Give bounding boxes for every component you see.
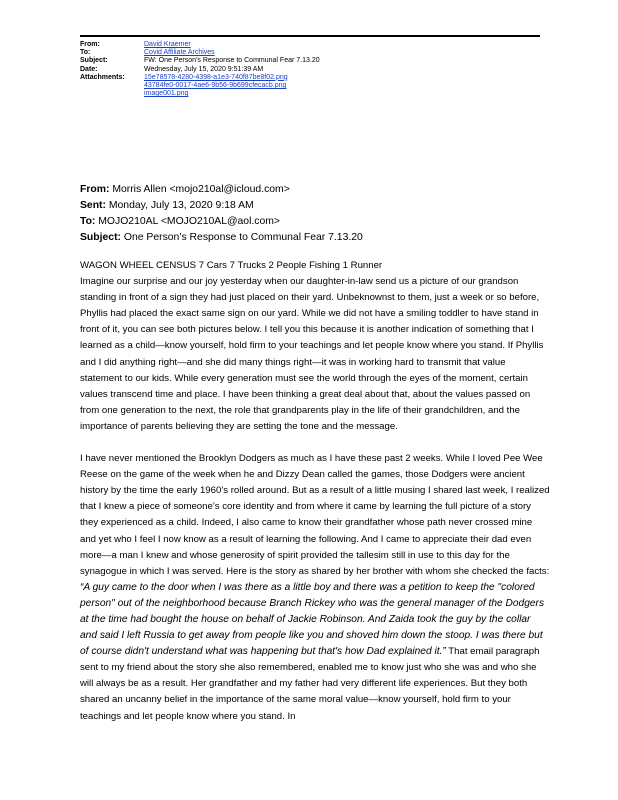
attachment-link[interactable]: 43784fe0-0017-4ae6-9b56-9b699cfecacb.png <box>144 82 287 90</box>
forwarded-sent-label: Sent: <box>80 200 106 211</box>
email-header <box>80 35 540 98</box>
from-link[interactable]: David Kraemer <box>144 41 191 48</box>
attachments-label: Attachments: <box>80 73 125 81</box>
header-rule <box>80 35 540 37</box>
forwarded-subject-row <box>80 230 550 246</box>
header-date-row <box>80 66 540 74</box>
header-to-row <box>80 49 540 57</box>
quote-text: “A guy came to the door when I was there as a little boy and there was a petition to keep the "colored person" out of the neighborhood because Branch Rickey who was the general manager of the Dodgers at the time had bought the house on behalf of Jackie Robinson. And Zaida took the guy by the collar and said I left Russia to get away from people like you and shoved him down the stoop. I was there but of course didn't understand what was happening but that's how Dad explained it.” <box>80 581 545 658</box>
forwarded-from-label: From: <box>80 184 110 195</box>
date-label: Date: <box>80 65 98 73</box>
subject-label: Subject: <box>80 57 108 65</box>
forwarded-sent-value: Monday, July 13, 2020 9:18 AM <box>108 200 254 211</box>
from-label: From: <box>80 41 100 48</box>
forwarded-from-value: Morris Allen <mojo210al@icloud.com> <box>112 184 290 195</box>
attachment-link[interactable]: 15e78578-4280-4398-a1e3-740f87be8f02.png <box>144 73 288 81</box>
date-value: Wednesday, July 15, 2020 9:51:39 AM <box>144 65 264 73</box>
header-from-row <box>80 41 540 49</box>
body-paragraph-1: Imagine our surprise and our joy yesterday when our daughter-in-law send us a picture of our grandson standing in front of a sign they had just placed on their yard. Unbeknownst to them, just a week or so before, Phyllis had placed the exact same sign on our yard. While we did not have a smiling toddler to have stand in front of it, you can see both pictures below. I tell you this because it is another indication of something that I learned as a child—know yourself, hold firm to your teachings and let people know where you stand. If Phyllis and I did anything right—and she did many things right—it was in working hard to transmit that value statement to our kids. While every generation must see the world through the eyes of the moment, certain values transcend time and place. I have been thinking a great deal about that, about the values passed on from one generation to the next, the role that grandparents play in the life of their grandchildren, and the importance of parents believing they are setting the tone and the message. <box>80 276 544 432</box>
attachment-link[interactable]: image001.png <box>144 90 189 98</box>
email-body <box>80 258 550 725</box>
forwarded-subject-value: One Person’s Response to Communal Fear 7.13.20 <box>123 232 363 243</box>
forwarded-sent-row <box>80 198 550 214</box>
attachments-list <box>144 74 540 99</box>
forwarded-from-row <box>80 182 550 198</box>
header-subject-row <box>80 57 540 65</box>
paragraph-2-continuation: That email paragraph sent to my friend about the story she also remembered, enabled me to know just who she was and who she will always be as a result. Her grandfather and my father had very different life experiences. But they both shared an uncanny belief in the importance of the same moral value—know yourself, hold firm to your teachings and let people know where you stand. In <box>80 646 540 722</box>
census-line: WAGON WHEEL CENSUS 7 Cars 7 Trucks 2 People Fishing 1 Runner <box>80 260 383 271</box>
subject-value: FW: One Person’s Response to Communal Fear 7.13.20 <box>144 57 320 65</box>
forwarded-to-row <box>80 214 550 230</box>
to-label: To: <box>80 49 91 57</box>
forwarded-to-value: MOJO210AL <MOJO210AL@aol.com> <box>98 216 280 227</box>
header-attachments-row <box>80 74 540 99</box>
forwarded-header <box>80 182 550 246</box>
forwarded-to-label: To: <box>80 216 96 227</box>
body-paragraph-2 <box>80 451 550 725</box>
forwarded-subject-label: Subject: <box>80 232 121 243</box>
to-link[interactable]: Covid Affiliate Archives <box>144 49 215 57</box>
paragraph-2-intro: I have never mentioned the Brooklyn Dodgers as much as I have these past 2 weeks. While I loved Pee Wee Reese on the game of the week when he and Dizzy Dean called the games, those Dodgers were ancient history by the time the early 1960’s rolled around. But as a result of a little musing I shared last week, I realized that I knew a piece of someone’s core identity and from where it came by learning the full picture of a story they experienced as a child. Indeed, I also came to know their grandfather whose path never crossed mine and yet who I feel I now know as a result of learning the following. And I came to appreciate their dad even more—a man I knew and whose generosity of spirit provided the tallesim still in use to this day for the synagogue in which I was served. Here is the story as shared by her brother with whom she checked the facts: <box>80 453 550 577</box>
paragraph-gap <box>80 435 550 451</box>
